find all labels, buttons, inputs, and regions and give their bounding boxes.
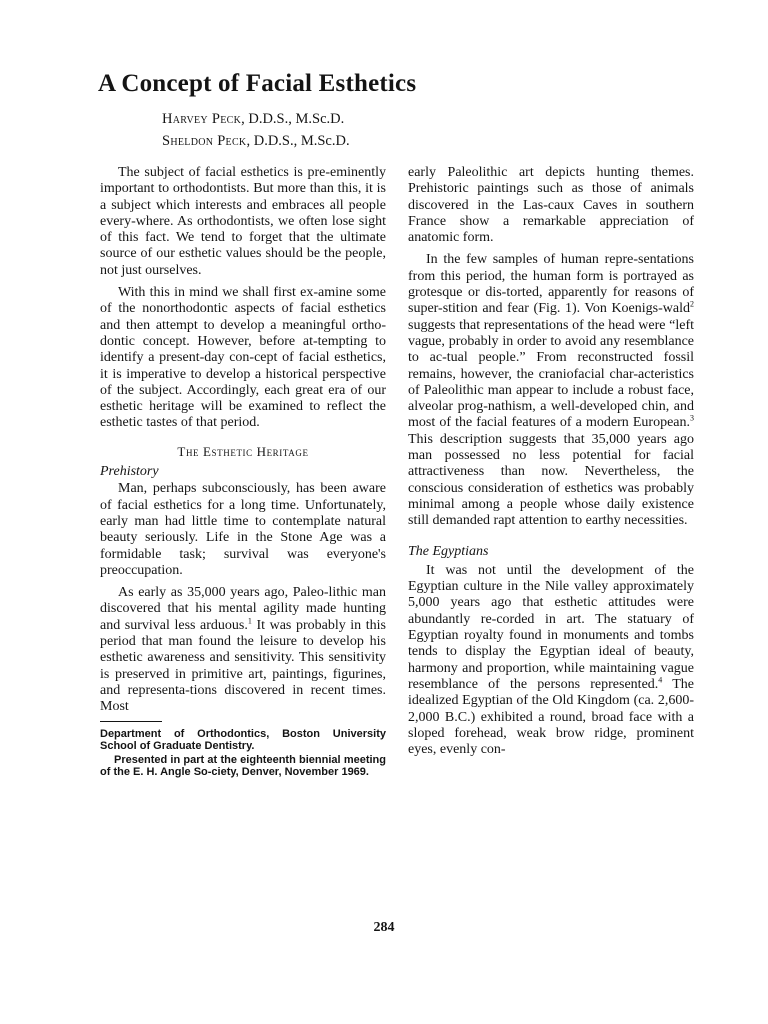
paragraph-text: This description suggests that 35,000 years ago man possessed no less potential for facial attractiveness than now. Nevertheless, the conscious consideration of esthetics was probably minimal among a people whose daily existence still demanded rapt attention to earthy necessities. [408,431,694,529]
paragraph-text: It was probably in this period that man found the leisure to develop his esthetic awareness and sensitivity. This sensitivity is preserved in primitive art, paintings, figurines, and representa-tions discovered in recent times. Most [100,617,386,715]
footnote-affiliation: Department of Orthodontics, Boston University School of Graduate Dentistry. [100,727,386,752]
author-sheldon-peck [162,130,350,152]
article-title: A Concept of Facial Esthetics [98,70,417,97]
footnote-presented: Presented in part at the eighteenth biennial meeting of the E. H. Angle So-ciety, Denver, November 1969. [100,753,386,778]
reference-marker: 3 [690,413,694,423]
right-column [408,165,694,759]
author-harvey-peck [162,108,350,130]
author-name: Harvey Peck [162,111,242,127]
paragraph-text: The idealized Egyptian of the Old Kingdom (ca. 2,600-2,000 B.C.) exhibited a round, broad face with a sloped forehead, weak brow ridge, prominent eyes, evenly con- [408,676,695,758]
author-list [162,108,350,152]
subsection-heading-prehistory: Prehistory [100,464,159,480]
left-column [100,165,386,780]
reference-marker: 4 [658,675,663,685]
footnote-divider [100,721,162,722]
intro-paragraph-2: With this in mind we shall first ex-amine some of the nonorthodontic aspects of facial esthetics and then attempt to develop a meaningful ortho-dontic concept. However, before at-tempting to identify a present-day con-cept of facial esthetics, it is imperative to develop a historical perspective of the subject. Accordingly, each great era of our esthetic heritage will be examined to reflect the esthetic tastes of that period. [100,285,386,431]
prehistory-paragraph-1: Man, perhaps subconsciously, has been aware of facial esthetics for a long time. Unfortunately, early man had little time to contemplate natural beauty seriously. Life in the Stone Age was a formidable task; survival was everyone's preoccupation. [100,481,386,578]
human-representation-paragraph [408,252,694,529]
prehistory-paragraph-2 [100,585,386,715]
reference-marker: 1 [247,616,252,626]
paragraph-text: As early as 35,000 years ago, Paleo-lithic man discovered that his mental agility made hunting and survival less arduous. [100,585,386,633]
paragraph-text: In the few samples of human repre-sentations from this period, the human form is portrayed as grotesque or dis-torted, apparently for reasons of super-stition and fear (Fig. 1). Von Koenigs-wald [408,252,694,317]
page-number: 284 [373,920,395,935]
reference-marker: 2 [690,299,694,309]
paragraph-text: suggests that representations of the head were “left vague, probably in order to avoid any resemblance to ac-tual people.” From reconstructed fossil remains, however, the craniofacial char-acteristics of Paleolithic man appear to include a robust face, alveolar prog-nathism, a well-developed chin, and most of the facial features of a modern European. [408,317,694,431]
paragraph-text: It was not until the development of the Egyptian culture in the Nile valley approximately 5,000 years ago that esthetic attitudes were abundantly re-corded in art. The statuary of Egyptian royalty found in monuments and tombs tends to display the Egyptian ideal of beauty, harmony and proportion, while maintaining vague resemblance of the persons represented. [408,562,694,692]
subsection-heading-egyptians: The Egyptians [408,543,489,559]
egyptians-paragraph [408,563,694,759]
author-degrees: , D.D.S., M.Sc.D. [246,133,350,149]
author-degrees: , D.D.S., M.Sc.D. [241,111,345,127]
intro-paragraph-1: The subject of facial esthetics is pre-eminently important to orthodontists. But more than this, it is a subject which interests and embraces all people every-where. As orthodontists, we often lose sight of this fact. We tend to forget that the ultimate source of our esthetic values should be the people, not just ourselves. [100,165,386,278]
paleolithic-art-paragraph: early Paleolithic art depicts hunting themes. Prehistoric paintings such as those of animals discovered in the Las-caux Caves in southern France show a remarkable appreciation of anatomic form. [408,165,694,246]
section-heading-esthetic-heritage: The Esthetic Heritage [177,443,309,459]
author-name: Sheldon Peck [162,133,247,149]
